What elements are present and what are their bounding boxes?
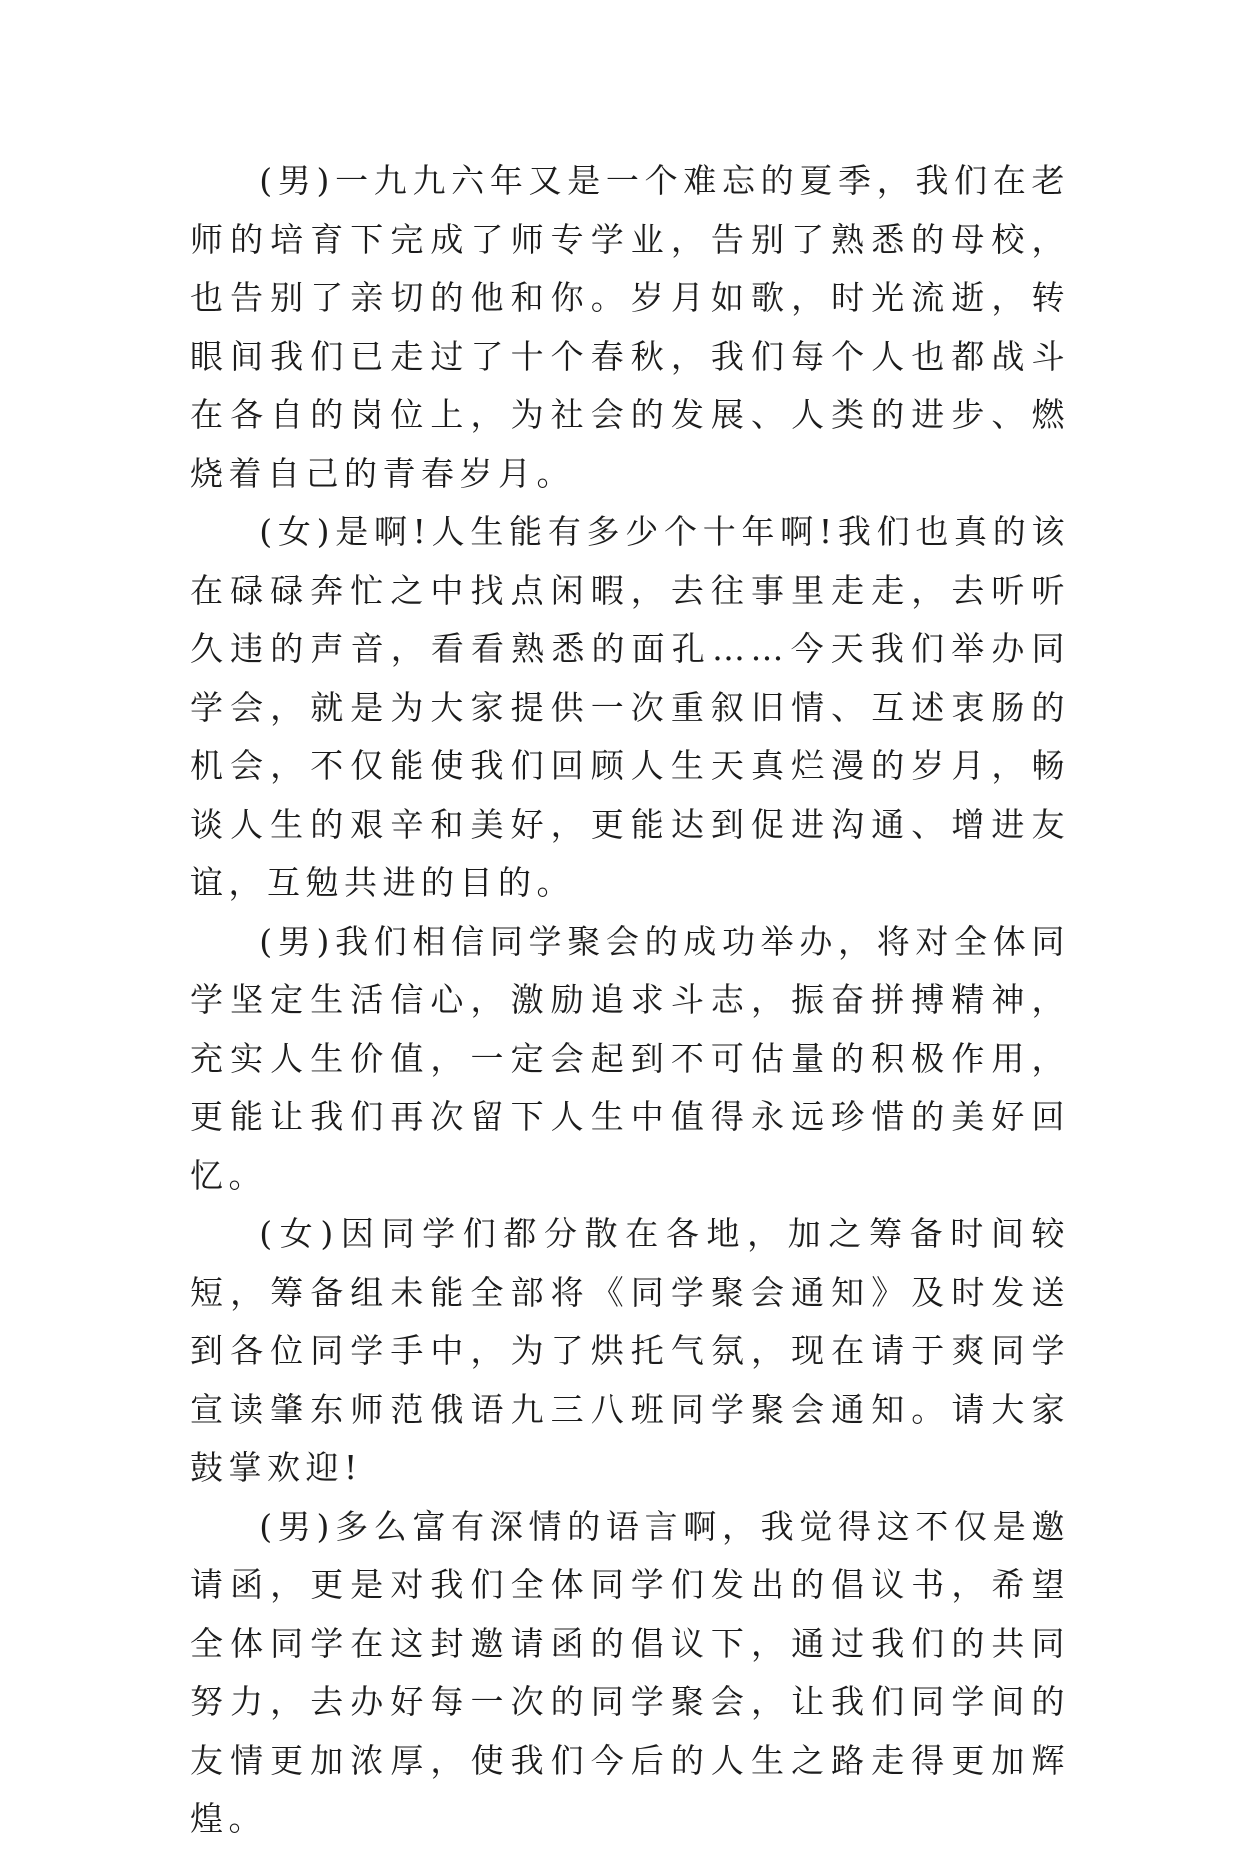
paragraph-male-intro: (男)一九九六年又是一个难忘的夏季，我们在老师的培育下完成了师专学业，告别了熟悉的母校，也告别了亲切的他和你。岁月如歌，时光流逝，转眼间我们已走过了十个春秋，我们每个人也都战斗在各自的岗位上，为社会的发展、人类的进步、燃烧着自己的青春岁月。	[190, 161, 1070, 493]
paragraph-male-closing: (男)多么富有深情的语言啊，我觉得这不仅是邀请函，更是对我们全体同学们发出的倡议书，希望全体同学在这封邀请函的倡议下，通过我们的共同努力，去办好每一次的同学聚会，让我们同学间的友情更加浓厚，使我们今后的人生之路走得更加辉煌。	[190, 1506, 1070, 1838]
document-body	[190, 152, 1070, 1849]
paragraph-female-notice: (女)因同学们都分散在各地，加之筹备时间较短，筹备组未能全部将《同学聚会通知》及时发送到各位同学手中，为了烘托气氛，现在请于爽同学宣读肇东师范俄语九三八班同学聚会通知。请大家鼓掌欢迎!	[190, 1214, 1070, 1487]
paragraph-male-belief: (男)我们相信同学聚会的成功举办，将对全体同学坚定生活信心，激励追求斗志，振奋拼搏精神，充实人生价值，一定会起到不可估量的积极作用，更能让我们再次留下人生中值得永远珍惜的美好回忆。	[190, 921, 1070, 1195]
paragraph-female-reunion: (女)是啊!人生能有多少个十年啊!我们也真的该在碌碌奔忙之中找点闲暇，去往事里走走，去听听久违的声音，看看熟悉的面孔……今天我们举办同学会，就是为大家提供一次重叙旧情、互述衷肠的机会，不仅能使我们回顾人生天真烂漫的岁月，畅谈人生的艰辛和美好，更能达到促进沟通、增进友谊，互勉共进的目的。	[190, 512, 1070, 902]
